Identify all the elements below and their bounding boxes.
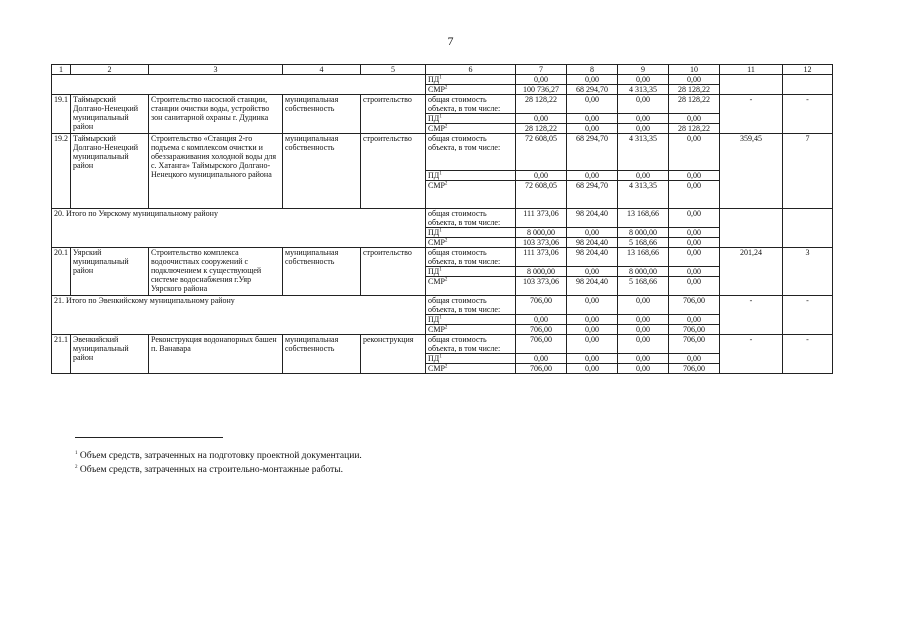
value-cell: 0,00 <box>669 75 720 85</box>
table-row: СМР$^2$ 103 373,06 98 204,40 5 168,66 0,00 <box>52 238 833 248</box>
value-cell: 8 000,00 <box>516 228 567 238</box>
value-cell: 0,00 <box>669 114 720 124</box>
value-cell: 68 294,70 <box>567 181 618 209</box>
footnote-separator <box>75 437 223 438</box>
value-cell: 8 000,00 <box>618 228 669 238</box>
total-cost-label: общая стоимость объекта, в том числе: <box>426 209 516 228</box>
page-number: 7 <box>447 34 454 48</box>
smr-label: СМР <box>428 364 445 373</box>
value-cell: 103 373,06 <box>516 238 567 248</box>
value-cell: - <box>783 296 833 335</box>
smr-label: СМР <box>428 124 445 133</box>
pd-label: ПД <box>428 267 440 276</box>
table-row: $ПД^1$ 0,00 0,00 0,00 0,00 <box>52 315 833 325</box>
value-cell: 706,00 <box>669 335 720 354</box>
col-header: 2 <box>71 65 149 75</box>
pd-label: ПД <box>428 228 440 237</box>
ownership-cell: муниципальная собственность <box>283 248 361 296</box>
footnote-1 <box>75 451 362 462</box>
value-cell: 0,00 <box>567 325 618 335</box>
value-cell: 0,00 <box>618 335 669 354</box>
value-cell: 0,00 <box>669 277 720 296</box>
value-cell: 0,00 <box>567 364 618 374</box>
value-cell: 28 128,22 <box>516 95 567 114</box>
object-name: Строительство насосной станции, станции очистки воды, устройство зон санитарной охраны г. Дудинка <box>149 95 283 134</box>
table-row: СМР$^2$ 706,00 0,00 0,00 706,00 <box>52 364 833 374</box>
value-cell: 8 000,00 <box>516 267 567 277</box>
value-cell: 0,00 <box>567 315 618 325</box>
value-cell: 0,00 <box>567 296 618 315</box>
total-cost-label: общая стоимость объекта, в том числе: <box>426 134 516 171</box>
table-row <box>52 95 833 114</box>
row-number: 20.1 <box>52 248 71 296</box>
table-row: СМР$^2$ 100 736,27 68 294,70 4 313,35 28 128,22 <box>52 85 833 95</box>
value-cell: 0,00 <box>516 354 567 364</box>
smr-label: СМР <box>428 277 445 286</box>
value-cell: 111 373,06 <box>516 209 567 228</box>
col-header: 7 <box>516 65 567 75</box>
value-cell: 0,00 <box>669 248 720 267</box>
value-cell: 28 128,22 <box>516 124 567 134</box>
investment-table <box>51 64 833 374</box>
col-header: 3 <box>149 65 283 75</box>
value-cell: 706,00 <box>669 364 720 374</box>
value-cell: 72 608,05 <box>516 181 567 209</box>
subtotal-title: 21. Итого по Эвенкийскому муниципальному району <box>52 296 426 335</box>
value-cell: 706,00 <box>516 325 567 335</box>
table-row: $ПД^1$ 0,00 0,00 0,00 0,00 <box>52 114 833 124</box>
value-cell: 706,00 <box>669 296 720 315</box>
value-cell: 28 128,22 <box>669 95 720 114</box>
smr-label: СМР <box>428 325 445 334</box>
value-cell: 0,00 <box>567 228 618 238</box>
value-cell: 0,00 <box>618 354 669 364</box>
value-cell: 28 128,22 <box>669 85 720 95</box>
value-cell: 0,00 <box>567 354 618 364</box>
value-cell: 0,00 <box>669 228 720 238</box>
smr-label: СМР <box>428 238 445 247</box>
value-cell: 68 294,70 <box>567 85 618 95</box>
value-cell: 0,00 <box>618 124 669 134</box>
value-cell: 98 204,40 <box>567 209 618 228</box>
value-cell: 0,00 <box>669 134 720 171</box>
value-cell: 0,00 <box>618 315 669 325</box>
work-kind-cell: реконструкция <box>361 335 426 374</box>
col-header: 6 <box>426 65 516 75</box>
row-number: 21.1 <box>52 335 71 374</box>
object-name: Реконструкция водонапорных башен п. Ванавара <box>149 335 283 374</box>
value-cell: 0,00 <box>516 114 567 124</box>
value-cell: 706,00 <box>516 364 567 374</box>
value-cell: 0,00 <box>567 171 618 181</box>
footnote-mark: 2 <box>75 464 78 470</box>
total-cost-label: общая стоимость объекта, в том числе: <box>426 296 516 315</box>
work-kind-cell: строительство <box>361 95 426 134</box>
col-header: 5 <box>361 65 426 75</box>
district-cell: Эвенкийский муниципальный район <box>71 335 149 374</box>
table-row: $ПД^1$ 8 000,00 0,00 8 000,00 0,00 <box>52 267 833 277</box>
value-cell: 0,00 <box>618 171 669 181</box>
value-cell: 0,00 <box>516 171 567 181</box>
table-row: $ПД^1$ 0,00 0,00 0,00 0,00 <box>52 75 833 85</box>
table-row: $ПД^1$ 0,00 0,00 0,00 0,00 <box>52 171 833 181</box>
footnote-text: Объем средств, затраченных на строительно-монтажные работы. <box>79 465 344 475</box>
value-cell: 0,00 <box>618 296 669 315</box>
column-number-row <box>52 65 833 75</box>
row-number: 19.1 <box>52 95 71 134</box>
table-row <box>52 209 833 228</box>
total-cost-label: общая стоимость объекта, в том числе: <box>426 248 516 267</box>
footnote-mark: 1 <box>75 450 78 456</box>
value-cell: 0,00 <box>618 364 669 374</box>
value-cell: 3 <box>783 248 833 296</box>
value-cell: 4 313,35 <box>618 85 669 95</box>
value-cell: 0,00 <box>567 124 618 134</box>
value-cell: - <box>720 335 783 374</box>
value-cell: 98 204,40 <box>567 248 618 267</box>
value-cell: 5 168,66 <box>618 277 669 296</box>
object-name: Строительство комплекса водоочистных сооружений с подключением к существующей системе водоснабжения г.Уяр Уярского района <box>149 248 283 296</box>
table-row: $ПД^1$ 0,00 0,00 0,00 0,00 <box>52 354 833 364</box>
col-header: 1 <box>52 65 71 75</box>
pd-label: ПД <box>428 315 440 324</box>
ownership-cell: муниципальная собственность <box>283 335 361 374</box>
value-cell: 4 313,35 <box>618 134 669 171</box>
pd-label: ПД <box>428 114 440 123</box>
smr-label: СМР <box>428 85 445 94</box>
smr-label: СМР <box>428 181 445 190</box>
pd-label: ПД <box>428 171 440 180</box>
col-header: 9 <box>618 65 669 75</box>
table-row <box>52 335 833 354</box>
value-cell: 0,00 <box>567 335 618 354</box>
col-header: 10 <box>669 65 720 75</box>
col-header: 12 <box>783 65 833 75</box>
table-row: СМР$^2$ 72 608,05 68 294,70 4 313,35 0,00 <box>52 181 833 209</box>
table-row: СМР$^2$ 28 128,22 0,00 0,00 28 128,22 <box>52 124 833 134</box>
value-cell: 7 <box>783 134 833 209</box>
subtotal-title: 20. Итого по Уярскому муниципальному району <box>52 209 426 248</box>
value-cell: 28 128,22 <box>669 124 720 134</box>
value-cell: 0,00 <box>669 315 720 325</box>
value-cell: 68 294,70 <box>567 134 618 171</box>
value-cell: 0,00 <box>618 325 669 335</box>
col-header: 8 <box>567 65 618 75</box>
total-cost-label: общая стоимость объекта, в том числе: <box>426 335 516 354</box>
value-cell: 4 313,35 <box>618 181 669 209</box>
value-cell: 8 000,00 <box>618 267 669 277</box>
value-cell: 13 168,66 <box>618 248 669 267</box>
value-cell: 0,00 <box>516 315 567 325</box>
district-cell: Таймырский Долгано-Ненецкий муниципальный район <box>71 95 149 134</box>
value-cell: 0,00 <box>669 354 720 364</box>
value-cell: 13 168,66 <box>618 209 669 228</box>
value-cell: 98 204,40 <box>567 277 618 296</box>
value-cell: 706,00 <box>516 335 567 354</box>
district-cell: Уярский муниципальный район <box>71 248 149 296</box>
footnote-text: Объем средств, затраченных на подготовку проектной документации. <box>79 451 362 461</box>
col-header: 11 <box>720 65 783 75</box>
value-cell: 706,00 <box>516 296 567 315</box>
table-row <box>52 296 833 315</box>
table-row: СМР$^2$ 706,00 0,00 0,00 706,00 <box>52 325 833 335</box>
row-number: 19.2 <box>52 134 71 209</box>
value-cell: 0,00 <box>567 267 618 277</box>
value-cell: - <box>720 296 783 335</box>
object-name: Строительство «Станция 2-го подъема с комплексом очистки и обеззараживания холодной воды для с. Хатанга» Таймырского Долгано-Ненецкого муниципального района <box>149 134 283 209</box>
value-cell: 100 736,27 <box>516 85 567 95</box>
value-cell: 201,24 <box>720 248 783 296</box>
total-cost-label: общая стоимость объекта, в том числе: <box>426 95 516 114</box>
value-cell: 0,00 <box>669 171 720 181</box>
work-kind-cell: строительство <box>361 134 426 209</box>
value-cell: 0,00 <box>669 181 720 209</box>
value-cell: 0,00 <box>618 114 669 124</box>
ownership-cell: муниципальная собственность <box>283 134 361 209</box>
ownership-cell: муниципальная собственность <box>283 95 361 134</box>
value-cell: 0,00 <box>567 114 618 124</box>
footnote-2 <box>75 465 343 476</box>
value-cell: 5 168,66 <box>618 238 669 248</box>
value-cell: 0,00 <box>669 238 720 248</box>
value-cell: - <box>783 95 833 134</box>
table-row <box>52 134 833 171</box>
table-row <box>52 248 833 267</box>
value-cell: - <box>783 335 833 374</box>
value-cell: 72 608,05 <box>516 134 567 171</box>
value-cell: 0,00 <box>669 209 720 228</box>
value-cell: 103 373,06 <box>516 277 567 296</box>
district-cell: Таймырский Долгано-Ненецкий муниципальный район <box>71 134 149 209</box>
pd-label: ПД <box>428 354 440 363</box>
value-cell: 0,00 <box>567 75 618 85</box>
value-cell: 0,00 <box>669 267 720 277</box>
value-cell: 98 204,40 <box>567 238 618 248</box>
value-cell: 0,00 <box>618 95 669 114</box>
value-cell: 0,00 <box>567 95 618 114</box>
value-cell: - <box>720 95 783 134</box>
pd-label: ПД <box>428 75 440 84</box>
value-cell: 359,45 <box>720 134 783 209</box>
value-cell: 111 373,06 <box>516 248 567 267</box>
value-cell: 706,00 <box>669 325 720 335</box>
col-header: 4 <box>283 65 361 75</box>
work-kind-cell: строительство <box>361 248 426 296</box>
value-cell: 0,00 <box>618 75 669 85</box>
table-row: СМР$^2$ 103 373,06 98 204,40 5 168,66 0,00 <box>52 277 833 296</box>
table-row: $ПД^1$ 8 000,00 0,00 8 000,00 0,00 <box>52 228 833 238</box>
value-cell: 0,00 <box>516 75 567 85</box>
